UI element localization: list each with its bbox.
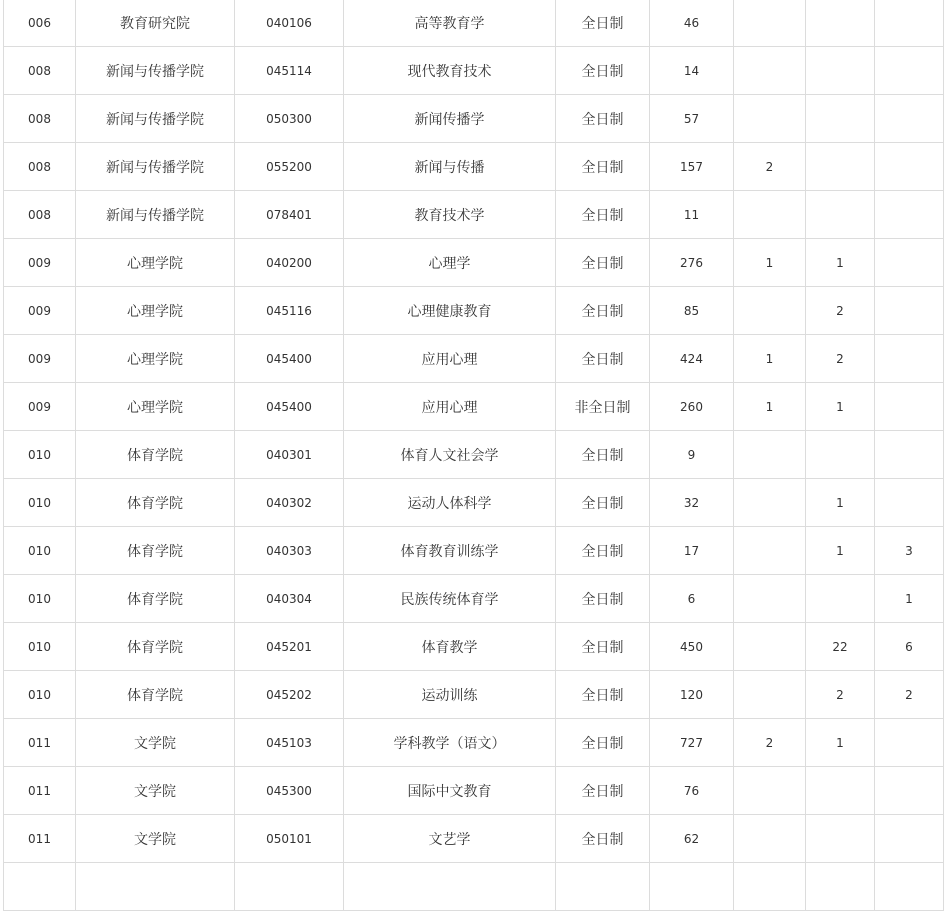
major-name-cell: 文艺学 xyxy=(344,815,556,863)
table-row xyxy=(4,767,944,815)
dept-code-cell: 010 xyxy=(4,527,76,575)
dept-code-cell: 011 xyxy=(4,767,76,815)
major-name-cell: 体育教育训练学 xyxy=(344,527,556,575)
count-cell-2 xyxy=(734,527,806,575)
count-cell-1: 11 xyxy=(650,191,734,239)
major-name-cell: 现代教育技术 xyxy=(344,47,556,95)
dept-code-cell: 008 xyxy=(4,95,76,143)
dept-name-cell: 体育学院 xyxy=(76,575,235,623)
empty-cell xyxy=(806,863,875,911)
study-mode-cell: 全日制 xyxy=(556,239,650,287)
count-cell-4 xyxy=(875,239,944,287)
dept-name-cell: 新闻与传播学院 xyxy=(76,191,235,239)
dept-name-cell: 新闻与传播学院 xyxy=(76,47,235,95)
table-row xyxy=(4,527,944,575)
count-cell-3 xyxy=(806,47,875,95)
major-code-cell: 045201 xyxy=(235,623,344,671)
dept-name-cell: 体育学院 xyxy=(76,623,235,671)
count-cell-1: 76 xyxy=(650,767,734,815)
major-name-cell: 高等教育学 xyxy=(344,0,556,47)
major-name-cell: 运动训练 xyxy=(344,671,556,719)
major-code-cell: 045202 xyxy=(235,671,344,719)
count-cell-4 xyxy=(875,431,944,479)
study-mode-cell: 全日制 xyxy=(556,0,650,47)
major-code-cell: 040304 xyxy=(235,575,344,623)
count-cell-1: 57 xyxy=(650,95,734,143)
study-mode-cell: 全日制 xyxy=(556,623,650,671)
count-cell-1: 46 xyxy=(650,0,734,47)
count-cell-4 xyxy=(875,815,944,863)
major-name-cell: 教育技术学 xyxy=(344,191,556,239)
count-cell-3: 1 xyxy=(806,527,875,575)
dept-code-cell: 008 xyxy=(4,143,76,191)
dept-name-cell: 体育学院 xyxy=(76,479,235,527)
study-mode-cell: 全日制 xyxy=(556,287,650,335)
count-cell-1: 450 xyxy=(650,623,734,671)
count-cell-4 xyxy=(875,479,944,527)
study-mode-cell: 全日制 xyxy=(556,719,650,767)
dept-name-cell: 心理学院 xyxy=(76,335,235,383)
study-mode-cell: 全日制 xyxy=(556,335,650,383)
major-code-cell: 040106 xyxy=(235,0,344,47)
count-cell-1: 424 xyxy=(650,335,734,383)
count-cell-4 xyxy=(875,191,944,239)
table-row xyxy=(4,191,944,239)
count-cell-3 xyxy=(806,431,875,479)
count-cell-4: 6 xyxy=(875,623,944,671)
study-mode-cell: 全日制 xyxy=(556,95,650,143)
major-name-cell: 体育人文社会学 xyxy=(344,431,556,479)
major-code-cell: 040303 xyxy=(235,527,344,575)
dept-code-cell: 009 xyxy=(4,239,76,287)
study-mode-cell: 全日制 xyxy=(556,815,650,863)
count-cell-3: 1 xyxy=(806,239,875,287)
count-cell-2 xyxy=(734,479,806,527)
count-cell-2 xyxy=(734,287,806,335)
major-code-cell: 050101 xyxy=(235,815,344,863)
count-cell-2 xyxy=(734,575,806,623)
count-cell-1: 157 xyxy=(650,143,734,191)
count-cell-2 xyxy=(734,671,806,719)
table-row xyxy=(4,575,944,623)
dept-code-cell: 010 xyxy=(4,671,76,719)
major-name-cell: 学科教学（语文） xyxy=(344,719,556,767)
dept-name-cell: 体育学院 xyxy=(76,671,235,719)
admission-table-container xyxy=(3,0,943,911)
count-cell-2: 1 xyxy=(734,383,806,431)
dept-code-cell: 009 xyxy=(4,287,76,335)
study-mode-cell: 全日制 xyxy=(556,47,650,95)
count-cell-2: 1 xyxy=(734,335,806,383)
count-cell-3: 2 xyxy=(806,287,875,335)
dept-name-cell: 体育学院 xyxy=(76,431,235,479)
table-row xyxy=(4,479,944,527)
dept-code-cell: 010 xyxy=(4,431,76,479)
major-code-cell: 040301 xyxy=(235,431,344,479)
study-mode-cell: 全日制 xyxy=(556,575,650,623)
count-cell-3 xyxy=(806,191,875,239)
study-mode-cell: 全日制 xyxy=(556,671,650,719)
count-cell-2 xyxy=(734,815,806,863)
count-cell-1: 14 xyxy=(650,47,734,95)
count-cell-4: 1 xyxy=(875,575,944,623)
count-cell-2 xyxy=(734,95,806,143)
count-cell-3 xyxy=(806,143,875,191)
count-cell-1: 6 xyxy=(650,575,734,623)
table-row xyxy=(4,623,944,671)
empty-cell xyxy=(875,863,944,911)
major-name-cell: 应用心理 xyxy=(344,383,556,431)
major-code-cell: 045114 xyxy=(235,47,344,95)
count-cell-3: 2 xyxy=(806,335,875,383)
dept-name-cell: 文学院 xyxy=(76,767,235,815)
count-cell-1: 276 xyxy=(650,239,734,287)
major-name-cell: 新闻与传播 xyxy=(344,143,556,191)
count-cell-2: 2 xyxy=(734,719,806,767)
table-row xyxy=(4,287,944,335)
table-row xyxy=(4,47,944,95)
count-cell-2 xyxy=(734,47,806,95)
admission-table xyxy=(3,0,944,911)
major-name-cell: 新闻传播学 xyxy=(344,95,556,143)
count-cell-4 xyxy=(875,767,944,815)
table-row xyxy=(4,671,944,719)
table-row xyxy=(4,383,944,431)
dept-code-cell: 006 xyxy=(4,0,76,47)
dept-code-cell: 009 xyxy=(4,335,76,383)
major-code-cell: 045300 xyxy=(235,767,344,815)
major-code-cell: 050300 xyxy=(235,95,344,143)
count-cell-1: 17 xyxy=(650,527,734,575)
count-cell-1: 727 xyxy=(650,719,734,767)
count-cell-4: 2 xyxy=(875,671,944,719)
count-cell-4 xyxy=(875,335,944,383)
dept-code-cell: 008 xyxy=(4,191,76,239)
count-cell-3: 22 xyxy=(806,623,875,671)
count-cell-4 xyxy=(875,0,944,47)
table-body xyxy=(4,0,944,911)
dept-name-cell: 体育学院 xyxy=(76,527,235,575)
count-cell-3: 2 xyxy=(806,671,875,719)
count-cell-3 xyxy=(806,0,875,47)
count-cell-4 xyxy=(875,143,944,191)
empty-cell xyxy=(556,863,650,911)
dept-name-cell: 新闻与传播学院 xyxy=(76,143,235,191)
study-mode-cell: 全日制 xyxy=(556,527,650,575)
major-name-cell: 民族传统体育学 xyxy=(344,575,556,623)
table-row xyxy=(4,719,944,767)
major-code-cell: 040302 xyxy=(235,479,344,527)
count-cell-1: 120 xyxy=(650,671,734,719)
study-mode-cell: 全日制 xyxy=(556,479,650,527)
empty-cell xyxy=(76,863,235,911)
dept-name-cell: 心理学院 xyxy=(76,287,235,335)
empty-cell xyxy=(235,863,344,911)
count-cell-1: 260 xyxy=(650,383,734,431)
count-cell-4: 3 xyxy=(875,527,944,575)
table-row xyxy=(4,143,944,191)
major-name-cell: 心理学 xyxy=(344,239,556,287)
study-mode-cell: 非全日制 xyxy=(556,383,650,431)
major-code-cell: 045103 xyxy=(235,719,344,767)
major-code-cell: 055200 xyxy=(235,143,344,191)
table-row xyxy=(4,815,944,863)
empty-cell xyxy=(4,863,76,911)
count-cell-3 xyxy=(806,95,875,143)
major-name-cell: 运动人体科学 xyxy=(344,479,556,527)
dept-name-cell: 新闻与传播学院 xyxy=(76,95,235,143)
study-mode-cell: 全日制 xyxy=(556,431,650,479)
dept-code-cell: 011 xyxy=(4,719,76,767)
empty-cell xyxy=(650,863,734,911)
table-row xyxy=(4,95,944,143)
study-mode-cell: 全日制 xyxy=(556,143,650,191)
major-code-cell: 045400 xyxy=(235,383,344,431)
major-code-cell: 040200 xyxy=(235,239,344,287)
dept-code-cell: 011 xyxy=(4,815,76,863)
count-cell-2 xyxy=(734,191,806,239)
count-cell-3 xyxy=(806,815,875,863)
count-cell-3 xyxy=(806,575,875,623)
count-cell-4 xyxy=(875,287,944,335)
dept-code-cell: 010 xyxy=(4,479,76,527)
dept-name-cell: 教育研究院 xyxy=(76,0,235,47)
major-name-cell: 心理健康教育 xyxy=(344,287,556,335)
count-cell-1: 62 xyxy=(650,815,734,863)
table-row xyxy=(4,0,944,47)
dept-code-cell: 010 xyxy=(4,575,76,623)
dept-code-cell: 009 xyxy=(4,383,76,431)
count-cell-1: 85 xyxy=(650,287,734,335)
table-row xyxy=(4,239,944,287)
count-cell-1: 9 xyxy=(650,431,734,479)
count-cell-3: 1 xyxy=(806,719,875,767)
dept-name-cell: 文学院 xyxy=(76,719,235,767)
dept-name-cell: 文学院 xyxy=(76,815,235,863)
major-name-cell: 体育教学 xyxy=(344,623,556,671)
count-cell-2 xyxy=(734,431,806,479)
count-cell-4 xyxy=(875,95,944,143)
major-code-cell: 045400 xyxy=(235,335,344,383)
major-name-cell: 应用心理 xyxy=(344,335,556,383)
count-cell-2 xyxy=(734,767,806,815)
count-cell-4 xyxy=(875,47,944,95)
table-row xyxy=(4,431,944,479)
count-cell-3: 1 xyxy=(806,383,875,431)
count-cell-4 xyxy=(875,383,944,431)
count-cell-3 xyxy=(806,767,875,815)
dept-code-cell: 010 xyxy=(4,623,76,671)
dept-name-cell: 心理学院 xyxy=(76,383,235,431)
count-cell-2: 2 xyxy=(734,143,806,191)
table-row-partial xyxy=(4,863,944,911)
count-cell-3: 1 xyxy=(806,479,875,527)
empty-cell xyxy=(734,863,806,911)
major-code-cell: 078401 xyxy=(235,191,344,239)
dept-code-cell: 008 xyxy=(4,47,76,95)
major-name-cell: 国际中文教育 xyxy=(344,767,556,815)
dept-name-cell: 心理学院 xyxy=(76,239,235,287)
count-cell-1: 32 xyxy=(650,479,734,527)
table-row xyxy=(4,335,944,383)
empty-cell xyxy=(344,863,556,911)
count-cell-2 xyxy=(734,0,806,47)
major-code-cell: 045116 xyxy=(235,287,344,335)
count-cell-2 xyxy=(734,623,806,671)
study-mode-cell: 全日制 xyxy=(556,767,650,815)
count-cell-2: 1 xyxy=(734,239,806,287)
count-cell-4 xyxy=(875,719,944,767)
study-mode-cell: 全日制 xyxy=(556,191,650,239)
